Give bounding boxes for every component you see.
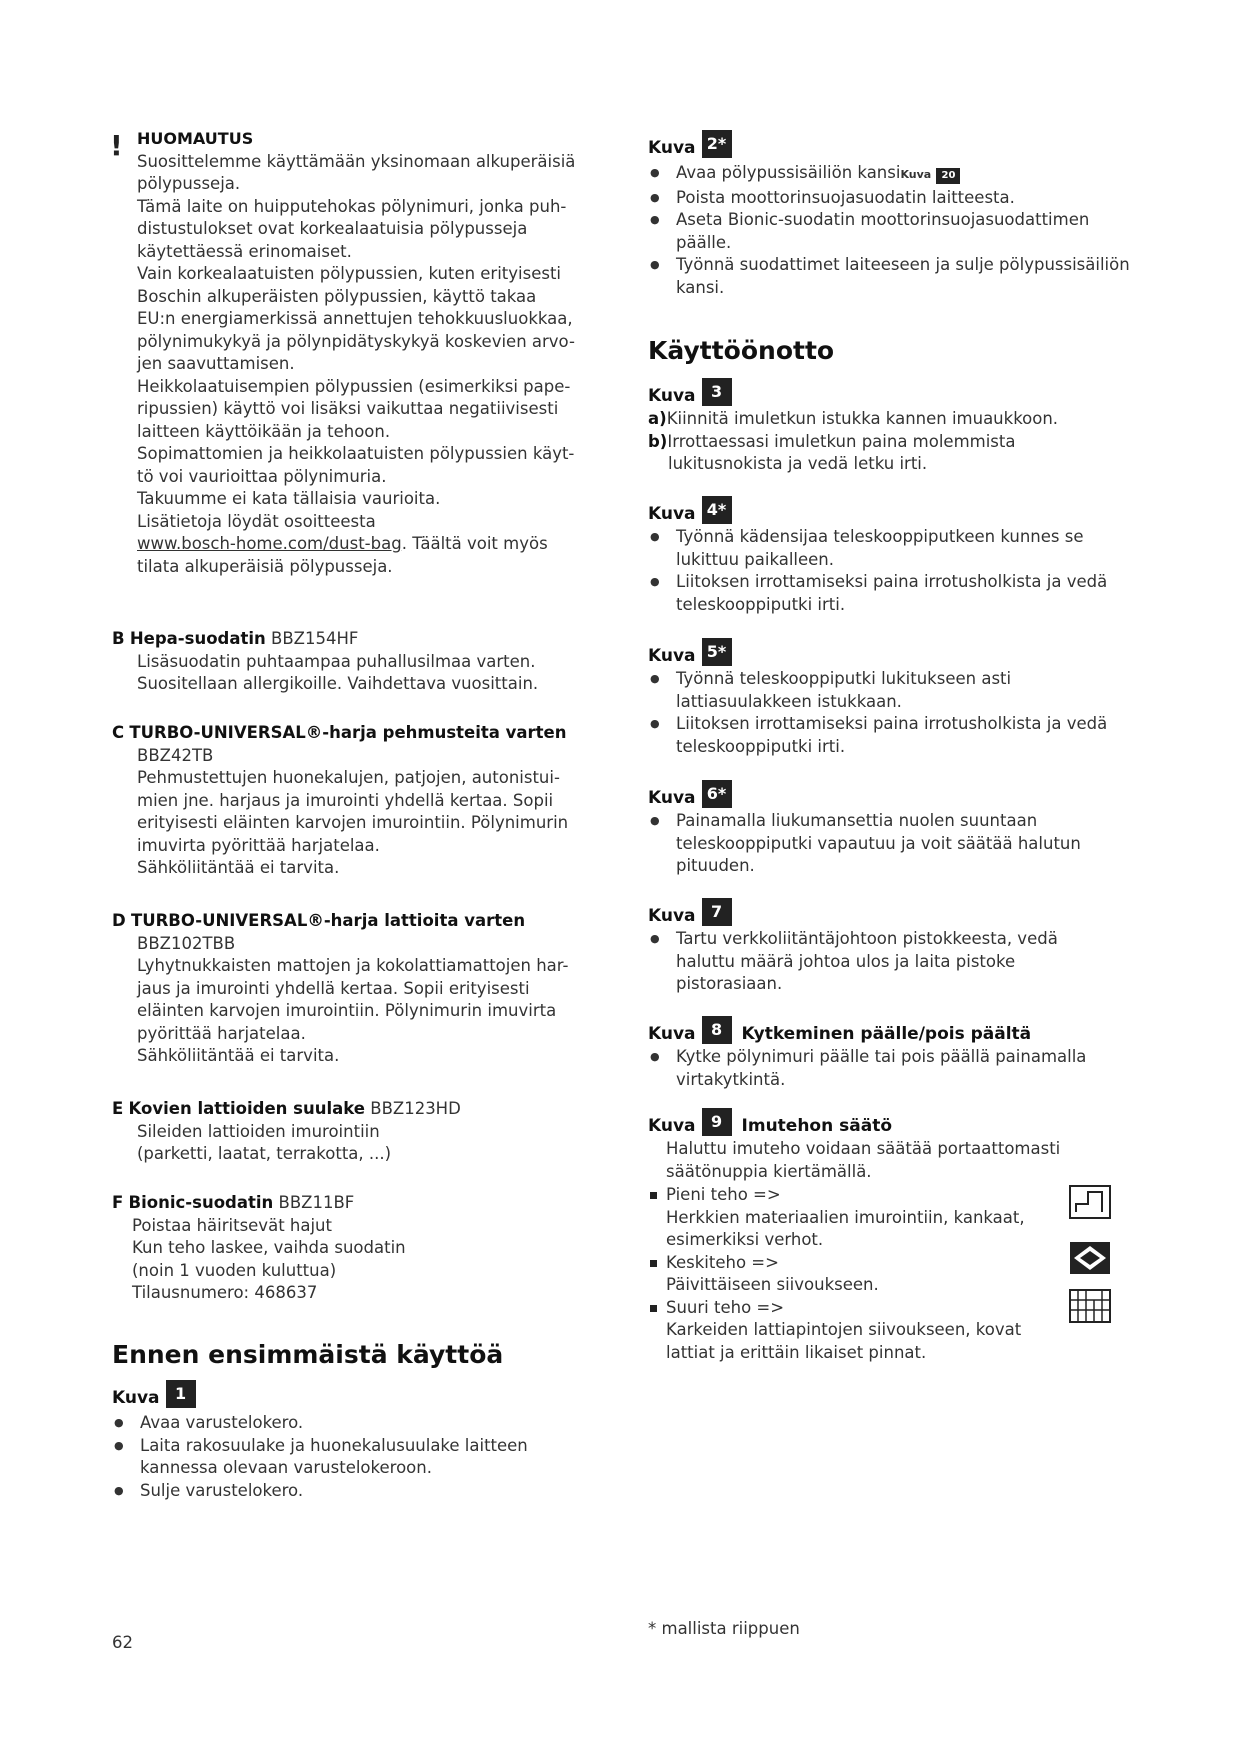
accessory-d: D TURBO-UNIVERSAL®-harja lattioita varten BBZ102TBB Lyhytnukkaisten mattojen ja kokolattiamattojen har- jaus ja imurointi yhdellä kertaa. Sopii erityisesti eläinten karvojen imurointiin. Pölynimurin imuvirta pyörittää harjatelaa. Sähköliitäntää ei tarvita.	[112, 911, 569, 1065]
figure-ref-8: Kuva 8 Kytkeminen päälle/pois päältä	[648, 1016, 1031, 1044]
accessory-f: F Bionic-suodatin BBZ11BF Poistaa häiritsevät hajut Kun teho laskee, vaihda suodatin (noin 1 vuoden kuluttua) Tilausnumero: 468637	[112, 1193, 406, 1302]
list-item: ● Painamalla liukumansettia nuolen suuntaan teleskooppiputki vapautuu ja voit säätää halutun pituuden.	[648, 810, 1098, 878]
figure-ref-5: Kuva 5*	[648, 638, 732, 666]
list-item: ● Laita rakosuulake ja huonekalusuulake laitteen kannessa olevaan varustelokeroon.	[112, 1435, 572, 1480]
list-item: ● Tartu verkkoliitäntäjohtoon pistokkeesta, vedä haluttu määrä johtoa ulos ja laita pistoke pistorasiaan.	[648, 928, 1068, 996]
page-number: 62	[112, 1633, 133, 1652]
list-item: ● Avaa varustelokero.	[112, 1412, 572, 1435]
footnote: * mallista riippuen	[648, 1619, 800, 1638]
figure-ref-4: Kuva 4*	[648, 496, 732, 524]
figure-ref-6: Kuva 6*	[648, 780, 732, 808]
fig9-intro: Haluttu imuteho voidaan säätää portaattomasti säätönuppia kiertämällä.	[666, 1139, 1061, 1181]
dust-bag-link[interactable]: www.bosch-home.com/dust-bag	[137, 534, 402, 553]
fig4-list	[648, 526, 1118, 616]
accessory-e: E Kovien lattioiden suulake BBZ123HD Sileiden lattioiden imurointiin (parketti, laatat, terrakotta, ...)	[112, 1099, 461, 1163]
list-item: ● Liitoksen irrottamiseksi paina irrotusholkista ja vedä teleskooppiputki irti.	[648, 713, 1118, 758]
notice-block	[112, 128, 602, 578]
suction-level-low: Pieni teho =>	[648, 1184, 1038, 1207]
carpet-icon	[1068, 1240, 1112, 1276]
list-item: ● Sulje varustelokero.	[112, 1480, 572, 1503]
list-item: ● Poista moottorinsuojasuodatin laitteesta.	[648, 187, 1138, 210]
figure-ref-1: Kuva 1	[112, 1380, 196, 1408]
section-title-first-use: Ennen ensimmäistä käyttöä	[112, 1340, 504, 1369]
fig5-list	[648, 668, 1118, 758]
notice-title: HUOMAUTUS	[137, 129, 254, 148]
section-title-usage: Käyttöönotto	[648, 336, 835, 365]
fig6-list	[648, 810, 1098, 878]
fig2-list	[648, 162, 1138, 299]
list-item: ● Liitoksen irrottamiseksi paina irrotusholkista ja vedä teleskooppiputki irti.	[648, 571, 1118, 616]
fig8-heading: Kytkeminen päälle/pois päältä	[741, 1024, 1032, 1044]
list-item: ● Kytke pölynimuri päälle tai pois päällä painamalla virtakytkintä.	[648, 1046, 1148, 1091]
fig3-steps: a)Kiinnitä imuletkun istukka kannen imuaukkoon. b)Irrottaessasi imuletkun paina molemmista lukitusnokista ja vedä letku irti.	[648, 409, 1059, 473]
list-item: ● Avaa pölypussisäiliön kansiKuva 20	[648, 162, 1138, 187]
suction-levels: Pieni teho => Herkkien materiaalien imurointiin, kankaat, esimerkiksi verhot. Keskiteho => Päivittäiseen siivoukseen. Suuri teho => Karkeiden lattiapintojen siivoukseen, kovat lattiat ja erittäin likaiset pinnat.	[648, 1184, 1038, 1364]
fig8-list	[648, 1046, 1148, 1091]
list-item: ● Työnnä teleskooppiputki lukitukseen asti lattiasuulakkeen istukkaan.	[648, 668, 1118, 713]
accessory-c: C TURBO-UNIVERSAL®-harja pehmusteita varten BBZ42TB Pehmustettujen huonekalujen, patjojen, autonistui- mien jne. harjaus ja imurointi yhdellä kertaa. Sopii erityisesti eläinten karvojen imurointiin. Pölynimurin imuvirta pyörittää harjatelaa. Sähköliitäntää ei tarvita.	[112, 723, 569, 877]
suction-level-medium: Keskiteho =>	[648, 1252, 1038, 1275]
first-use-list	[112, 1412, 572, 1502]
fig7-list	[648, 928, 1068, 996]
exclamation-icon: !	[110, 129, 123, 162]
notice-text: Suosittelemme käyttämään yksinomaan alkuperäisiä pölypusseja. Tämä laite on huipputehokas pölynimuri, jonka puh- distustulokset ovat korkealaatuisia pölypusseja käytettäessä erinomaiset. Vain korkealaatuisten pölypussien, kuten erityisesti Boschin alkuperäisten pölypussien, käyttö takaa EU:n energiamerkissä annettujen tehokkuusluokkaa, pölynimukykyä ja pölynpidätyskykyä koskevien arvo- jen saavuttamisen. Heikkolaatuisempien pölypussien (esimerkiksi pape- ripussien) käyttö voi lisäksi vaikuttaa negatiivisesti laitteen käyttöikään ja tehoon. Sopimattomien ja heikkolaatuisten pölypussien käyt- tö voi vaurioittaa pölynimuria. Takuumme ei kata tällaisia vaurioita. Lisätietoja löydät osoitteesta www.bosch-home.com/dust-bag. Täältä voit myös tilata alkuperäisiä pölypusseja.	[137, 151, 576, 576]
list-item: ● Työnnä suodattimet laiteeseen ja sulje pölypussisäiliön kansi.	[648, 254, 1138, 299]
fig9-heading: Imutehon säätö	[741, 1116, 892, 1136]
figure-ref-3: Kuva 3	[648, 378, 732, 406]
hard-floor-icon	[1068, 1288, 1112, 1324]
figure-ref-7: Kuva 7	[648, 898, 732, 926]
figure-ref-2: Kuva 2*	[648, 130, 732, 158]
suction-level-high: Suuri teho =>	[648, 1297, 1038, 1320]
list-item: ● Työnnä kädensijaa teleskooppiputkeen kunnes se lukittuu paikalleen.	[648, 526, 1118, 571]
figure-ref-9: Kuva 9 Imutehon säätö	[648, 1108, 892, 1136]
curtain-icon	[1068, 1184, 1112, 1220]
accessory-b: B Hepa-suodatin BBZ154HF Lisäsuodatin puhtaampaa puhallusilmaa varten. Suositellaan allergikoille. Vaihdettava vuosittain.	[112, 629, 539, 693]
list-item: ● Aseta Bionic-suodatin moottorinsuojasuodattimen päälle.	[648, 209, 1138, 254]
